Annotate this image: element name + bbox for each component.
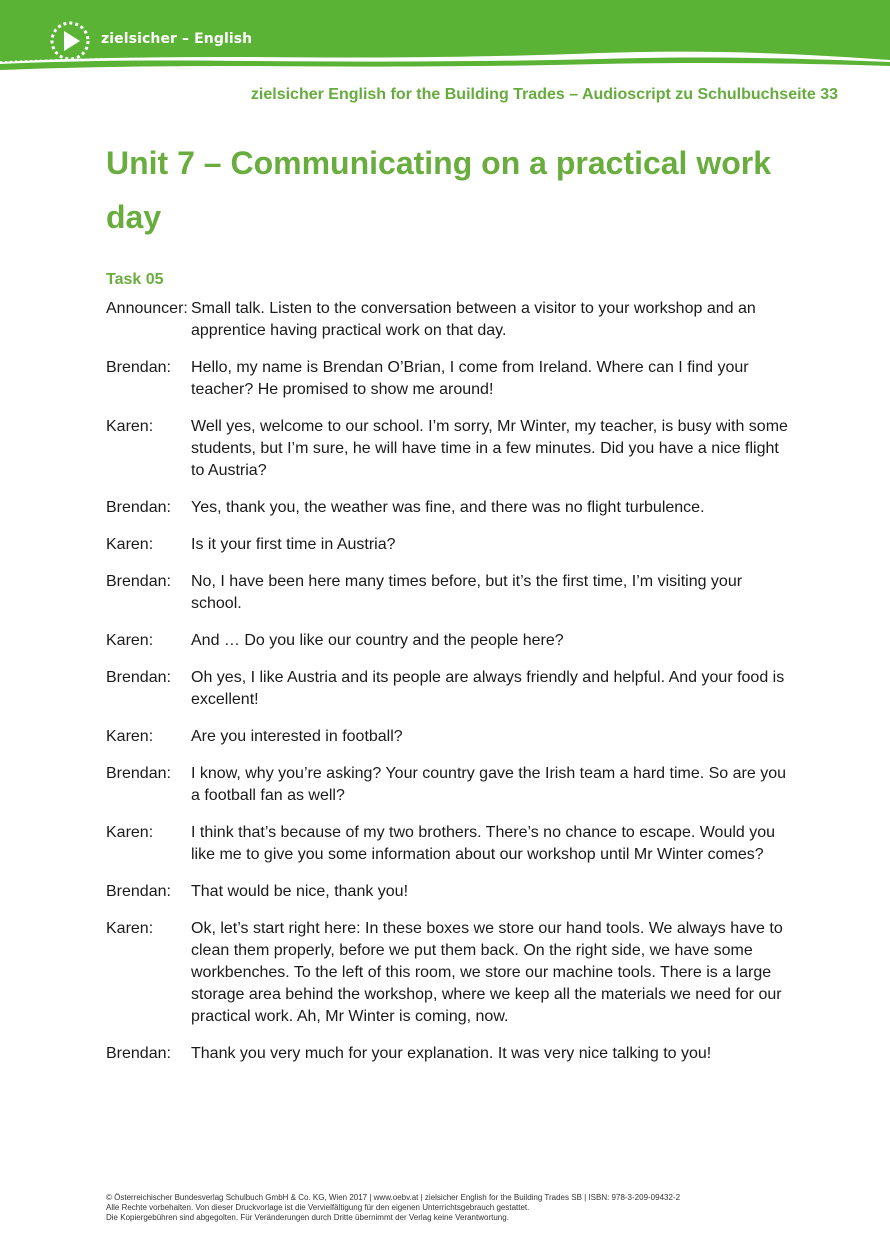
speech-text: I know, why you’re asking? Your country gave the Irish team a hard time. So are you a football fan as well? xyxy=(191,765,786,804)
footer-fees: Die Kopiergebühren sind abgegolten. Für Veränderungen durch Dritte übernimmt der Verlag keine Verantwortung. xyxy=(106,1213,509,1222)
logo-text: zielsicher – English xyxy=(101,31,253,47)
speech-text: No, I have been here many times before, but it’s the first time, I’m visiting your school. xyxy=(191,573,743,612)
speech-text: Thank you very much for your explanation. It was very nice talking to you! xyxy=(191,1045,712,1062)
speaker-name: Karen: xyxy=(106,536,154,553)
speech-text: Ok, let’s start right here: In these boxes we store our hand tools. We always have to clean them properly, before we put them back. On the right side, we have some workbenches. To the left of this room, we store our machine tools. There is a large storage area behind the workshop, where we keep all the materials we need for our practical work. Ah, Mr Winter is coming, now. xyxy=(191,920,783,1025)
dialogue-line xyxy=(106,763,796,807)
dialogue-line xyxy=(106,534,796,556)
page-title: Unit 7 – Communicating on a practical work day xyxy=(106,145,772,235)
dialogue-line xyxy=(106,571,796,615)
speech-text: Small talk. Listen to the conversation between a visitor to your workshop and an apprentice having practical work on that day. xyxy=(191,300,756,339)
speaker-name: Karen: xyxy=(106,920,154,937)
dialogue-line xyxy=(106,1043,796,1065)
dialogue-line xyxy=(106,630,796,652)
dialogue-line xyxy=(106,497,796,519)
speech-text: Are you interested in football? xyxy=(191,728,403,745)
header-banner xyxy=(0,0,890,80)
dialogue-line xyxy=(106,416,796,482)
speech-text: I think that’s because of my two brothers. There’s no chance to escape. Would you like me to give you some information about our workshop until Mr Winter comes? xyxy=(191,824,776,863)
speaker-name: Karen: xyxy=(106,728,154,745)
footer xyxy=(106,1193,680,1223)
speaker-name: Brendan: xyxy=(106,669,171,686)
dialogue xyxy=(106,298,796,1080)
speaker-name: Brendan: xyxy=(106,883,171,900)
speaker-name: Announcer: xyxy=(106,300,188,317)
dialogue-line xyxy=(106,298,796,342)
speaker-name: Brendan: xyxy=(106,573,171,590)
speech-text: Is it your first time in Austria? xyxy=(191,536,396,553)
speaker-name: Brendan: xyxy=(106,1045,171,1062)
speech-text: And … Do you like our country and the people here? xyxy=(191,632,564,649)
speaker-name: Karen: xyxy=(106,824,154,841)
speech-text: That would be nice, thank you! xyxy=(191,883,409,900)
speaker-name: Karen: xyxy=(106,418,154,435)
dialogue-line xyxy=(106,357,796,401)
speaker-name: Karen: xyxy=(106,632,154,649)
footer-copyright: © Österreichischer Bundesverlag Schulbuch GmbH & Co. KG, Wien 2017 | www.oebv.at | zielsicher English for the Building Trades SB | ISBN: 978-3-209-09432-2 xyxy=(106,1193,681,1202)
dialogue-line xyxy=(106,881,796,903)
speech-text: Well yes, welcome to our school. I’m sorry, Mr Winter, my teacher, is busy with some students, but I’m sure, he will have time in a few minutes. Did you have a nice flight to Austria? xyxy=(191,418,788,479)
speech-text: Oh yes, I like Austria and its people are always friendly and helpful. And your food is excellent! xyxy=(191,669,785,708)
footer-rights: Alle Rechte vorbehalten. Von dieser Druckvorlage ist die Vervielfältigung für den eigenen Unterrichtsgebrauch gestattet. xyxy=(106,1203,530,1212)
task-label: Task 05 xyxy=(106,271,164,288)
speech-text: Hello, my name is Brendan O’Brian, I come from Ireland. Where can I find your teacher? He promised to show me around! xyxy=(191,359,749,398)
speech-text: Yes, thank you, the weather was fine, and there was no flight turbulence. xyxy=(191,499,705,516)
dialogue-line xyxy=(106,822,796,866)
dialogue-line xyxy=(106,726,796,748)
speaker-name: Brendan: xyxy=(106,499,171,516)
dialogue-line xyxy=(106,918,796,1028)
dialogue-line xyxy=(106,667,796,711)
play-icon xyxy=(49,20,91,62)
page-subtitle: zielsicher English for the Building Trades – Audioscript zu Schulbuchseite 33 xyxy=(250,86,838,103)
speaker-name: Brendan: xyxy=(106,359,171,376)
speaker-name: Brendan: xyxy=(106,765,171,782)
